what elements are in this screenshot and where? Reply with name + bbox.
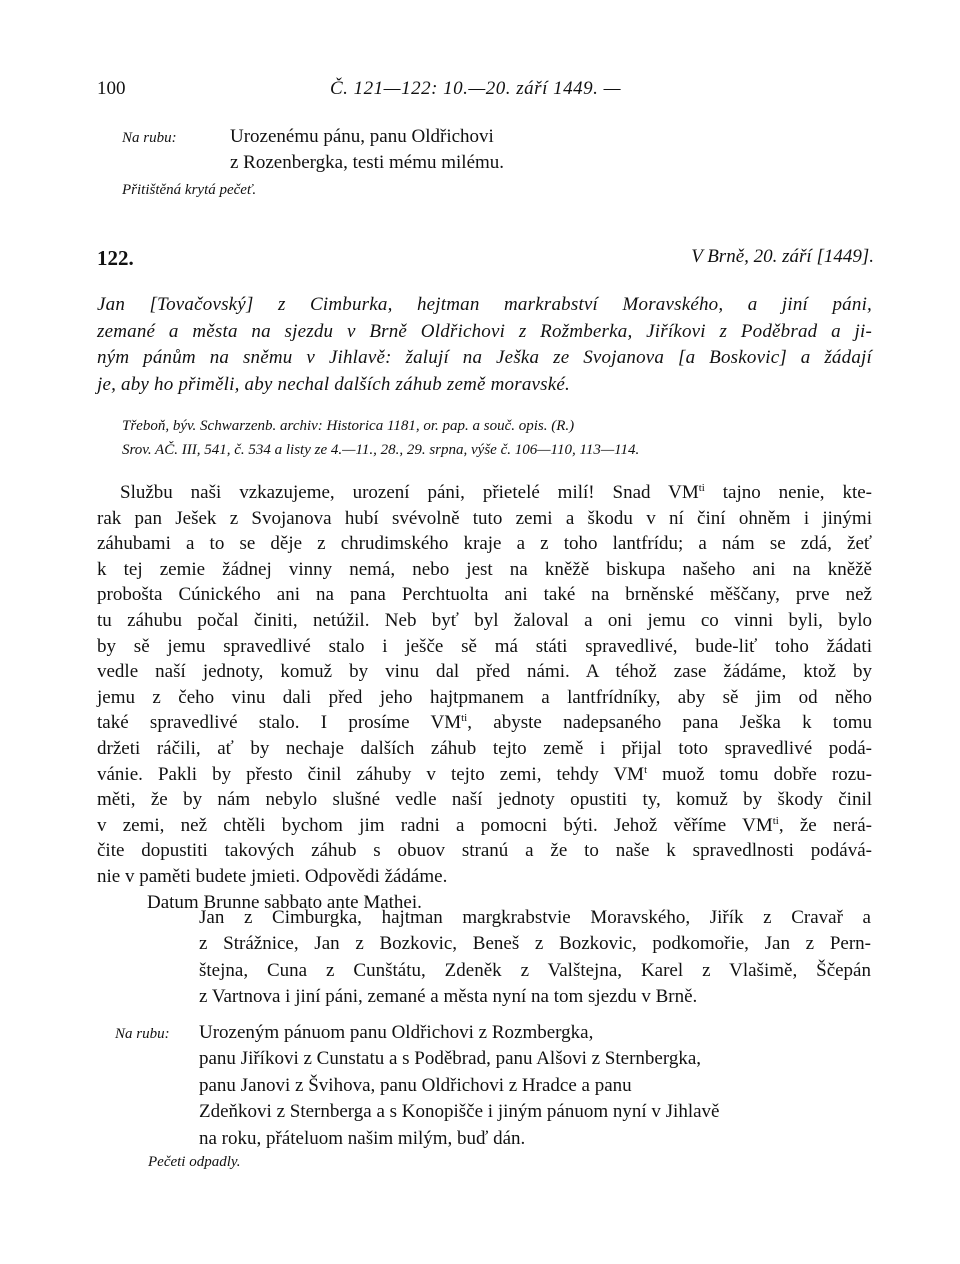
body-line: jemu z čeho vinu dali před jeho hajtpmanem a lantfrídníky, aby sě jim od něho bbox=[97, 686, 872, 708]
body-line: by sě jemu spravedlivé stalo i ješče sě má státi spravedlivé, bude-liť toho žádati bbox=[97, 635, 872, 657]
regest-line: Jan [Tovačovský] z Cimburka, hejtman markrabství Moravského, a jiní páni, bbox=[97, 294, 872, 315]
address-line: panu Jiříkovi z Cunstatu a s Poděbrad, panu Alšovi z Sternbergka, bbox=[199, 1048, 702, 1070]
sender-line: z Vartnova i jiní páni, zemané a města nyní na tom sjezdu v Brně. bbox=[199, 986, 698, 1008]
body-line: záhubami a to se děje z chrudimského kraje a z toho lantfrídu; a nám se zdá, žeť bbox=[97, 533, 872, 555]
rubu-label: Na rubu: bbox=[115, 1026, 170, 1042]
regest-line: ným pánům na sněmu v Jihlavě: žalují na Ješka ze Svojanova [a Boskovic] a žádají bbox=[97, 347, 872, 368]
senders-block bbox=[199, 905, 871, 1011]
body-line: rak pan Ješek z Svojanova hubí svévolně tuto zemi a škodu v ní činí ohněm i jinými bbox=[97, 507, 872, 529]
prev-seal-note: Přitištěná krytá pečeť. bbox=[122, 182, 257, 198]
body-line: měti, že by nám nebylo slušné vedle naší jednoty opustiti ty, komuž by škody činil bbox=[97, 789, 872, 811]
letter-body bbox=[97, 480, 872, 915]
body-line: nie v paměti budete jmieti. Odpovědi žádáme. bbox=[97, 865, 448, 887]
sender-line: z Strážnice, Jan z Bozkovic, Beneš z Bozkovic, podkomořie, Jan z Pern- bbox=[199, 933, 871, 955]
running-head: Č. 121—122: 10.—20. září 1449. — bbox=[330, 78, 621, 99]
body-line: v zemi, než chtěli bychom jim radni a pomocni býti. Jehož věříme $VM^{ti}$, že nerá- bbox=[97, 814, 872, 836]
sender-line: Jan z Cimburgka, hajtman margkrabstvie Moravského, Jiřík z Cravař a bbox=[199, 907, 871, 928]
prev-rubu-label: Na rubu: bbox=[122, 130, 177, 146]
address-line: na roku, přáteluom našim milým, buď dán. bbox=[199, 1127, 526, 1149]
source-note-references: Srov. AČ. III, 541, č. 534 a listy ze 4.—11., 28., 29. srpna, výše č. 106—110, 113—114. bbox=[122, 442, 640, 458]
body-line: tu záhubu počal činiti, netúžil. Neb byť byl žaloval a oni jemu co vinni byli, bylo bbox=[97, 609, 872, 631]
body-line: také spravedlivé stalo. I prosíme $VM^{ti}$, abyste nadepsaného pana Ješka k tomu bbox=[97, 712, 872, 734]
body-line: vedle naší jednoty, komuž by vinu dal před námi. A téhož zase žádáme, ktož by bbox=[97, 661, 872, 683]
datum-line: Datum Brunne sabbato ante Mathei. bbox=[147, 891, 422, 913]
document-place-date: V Brně, 20. září [1449]. bbox=[691, 246, 874, 267]
regest bbox=[97, 292, 872, 398]
prev-address-line-2: z Rozenbergka, testi mému milému. bbox=[230, 152, 505, 173]
regest-line: zemané a města na sjezdu v Brně Oldřichovi z Rožmberka, Jiříkovi z Poděbrad a ji- bbox=[97, 320, 872, 342]
body-line: čite dopustiti takových záhub s obuov stranú a že to naše k spravedlnosti podává- bbox=[97, 840, 872, 862]
body-line: držeti ráčili, ať by nechaje dalších záhub tejto země i přijal toto spravedlivé podá- bbox=[97, 737, 872, 759]
address-block bbox=[199, 1020, 719, 1152]
sender-line: štejna, Cuna z Cunštátu, Zdeněk z Valštejna, Karel z Vlašimě, Ščepán bbox=[199, 959, 871, 981]
body-line: k tej zemie žádnej vinny nemá, nebo jest na kněžě biskupa našeho ani na kněžě bbox=[97, 558, 872, 580]
document-number: 122. bbox=[97, 246, 134, 270]
body-line: probošta Cúnického ani na pana Perchtuolta ani také na brněnské měščany, prve než bbox=[97, 584, 872, 606]
address-line: panu Janovi z Švihova, panu Oldřichovi z Hradce a panu bbox=[199, 1074, 632, 1096]
body-line: Službu naši vzkazujeme, urození páni, přietelé milí! Snad $VM^{ti}$ tajno nenie, kte- bbox=[120, 482, 872, 503]
prev-address-line-1: Urozenému pánu, panu Oldřichovi bbox=[230, 126, 494, 147]
address-line: Zdeňkovi z Sternberga a s Konopišče i jiným pánuom nyní v Jihlavě bbox=[199, 1101, 720, 1123]
regest-line: je, aby ho přiměli, aby nechal dalších záhub země moravské. bbox=[97, 373, 570, 395]
source-note-archive: Třeboň, býv. Schwarzenb. archiv: Historica 1181, or. pap. a souč. opis. (R.) bbox=[122, 418, 575, 434]
body-line: vánie. Pakli by přesto činil záhuby v tejto zemi, tehdy $VM^t$ muož tomu dobře rozu- bbox=[97, 763, 872, 785]
page-number: 100 bbox=[97, 78, 126, 99]
seal-note: Pečeti odpadly. bbox=[148, 1154, 241, 1170]
address-line: Urozeným pánuom panu Oldřichovi z Rozmbergka, bbox=[199, 1022, 594, 1043]
